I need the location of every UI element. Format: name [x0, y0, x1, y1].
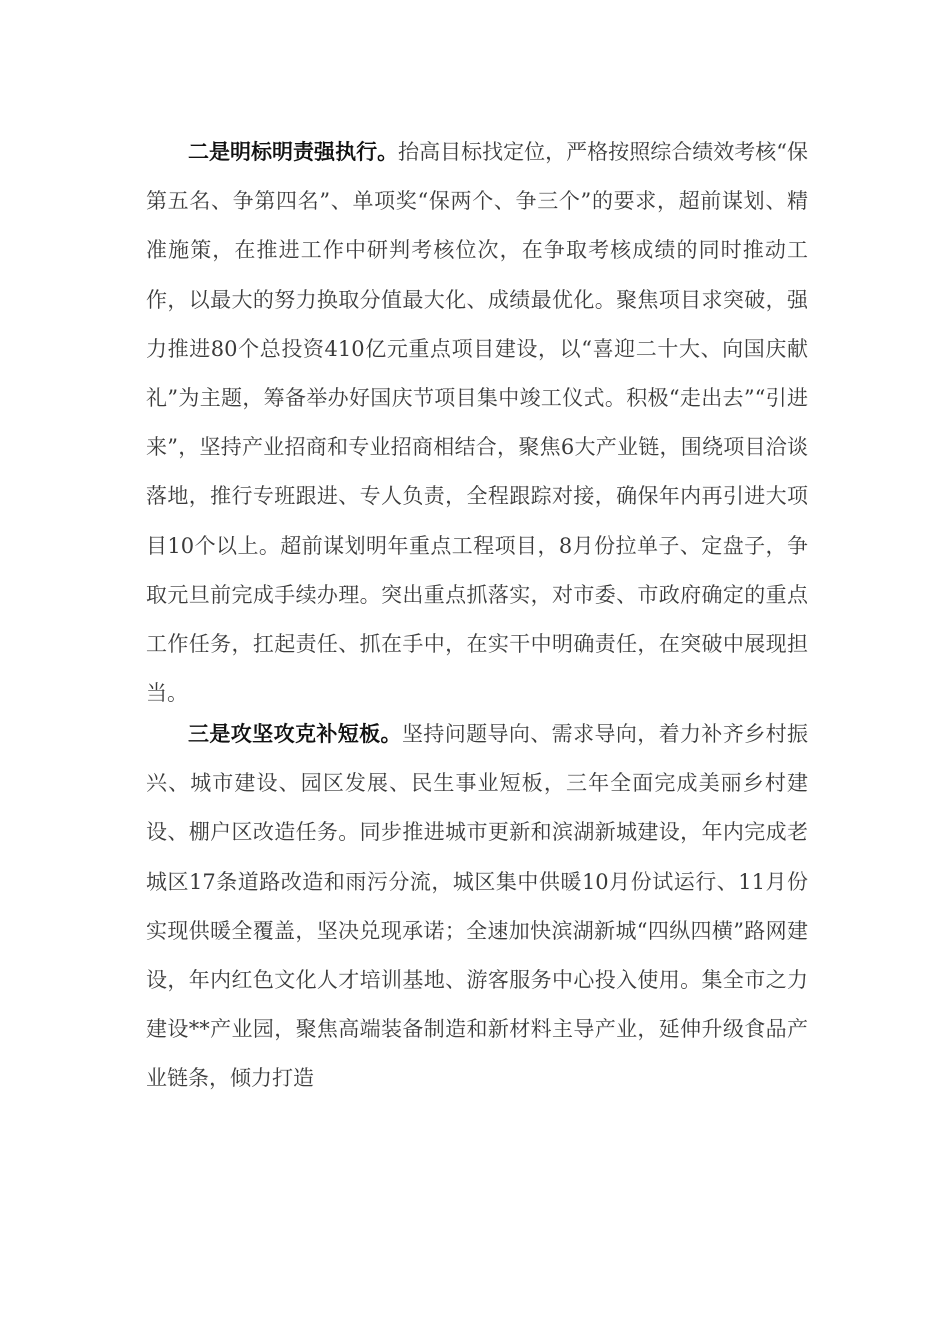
paragraph-lead-heading: 三是攻坚攻克补短板。	[188, 722, 402, 746]
paragraph-shortcomings	[146, 710, 808, 1104]
paragraph-execution	[146, 128, 808, 718]
paragraph-body-text: 抬高目标找定位，严格按照综合绩效考核“保第五名、争第四名”、单项奖“保两个、争三个”的要求，超前谋划、精准施策，在推进工作中研判考核位次，在争取考核成绩的同时推动工作，以最大的努力换取分值最大化、成绩最优化。聚焦项目求突破，强力推进80个总投资410亿元重点项目建设，以“喜迎二十大、向国庆献礼”为主题，筹备举办好国庆节项目集中竣工仪式。积极“走出去”“引进来”，坚持产业招商和专业招商相结合，聚焦6大产业链，围绕项目洽谈落地，推行专班跟进、专人负责，全程跟踪对接，确保年内再引进大项目10个以上。超前谋划明年重点工程项目，8月份拉单子、定盘子，争取元旦前完成手续办理。突出重点抓落实，对市委、市政府确定的重点工作任务，扛起责任、抓在手中，在实干中明确责任，在突破中展现担当。	[146, 140, 809, 706]
paragraph-lead-heading: 二是明标明责强执行。	[188, 140, 399, 164]
paragraph-body-text: 坚持问题导向、需求导向，着力补齐乡村振兴、城市建设、园区发展、民生事业短板，三年全面完成美丽乡村建设、棚户区改造任务。同步推进城市更新和滨湖新城建设，年内完成老城区17条道路改造和雨污分流，城区集中供暖10月份试运行、11月份实现供暖全覆盖，坚决兑现承诺；全速加快滨湖新城“四纵四横”路网建设，年内红色文化人才培训基地、游客服务中心投入使用。集全市之力建设**产业园，聚焦高端装备制造和新材料主导产业，延伸升级食品产业链条，倾力打造	[146, 722, 809, 1091]
